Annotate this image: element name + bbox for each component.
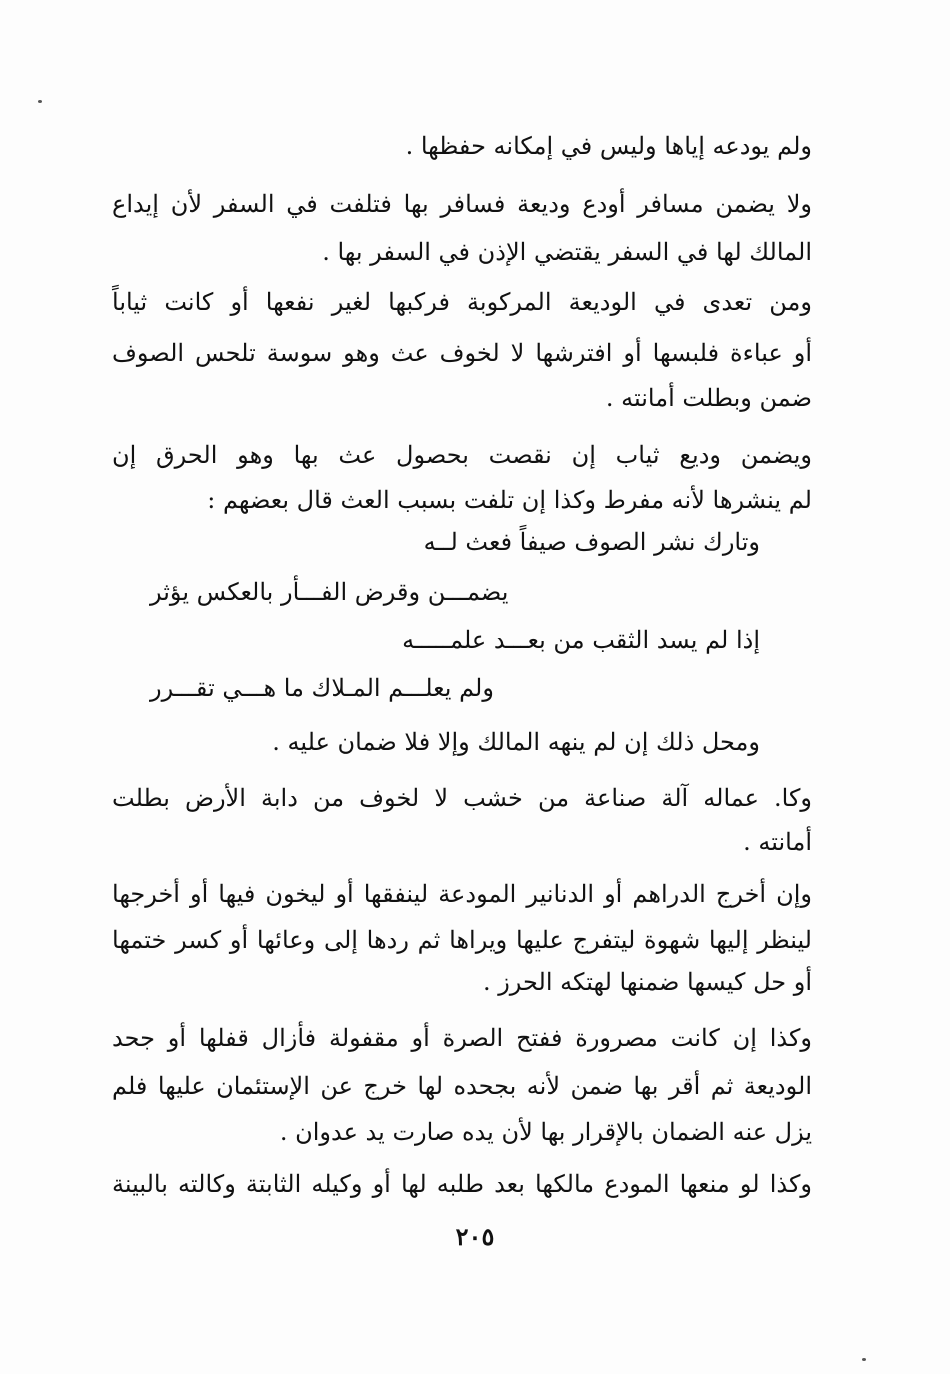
text-line: ضمن وبطلت أمانته .	[605, 384, 812, 412]
text-line: وكذا لو منعها المودع مالكها بعد طلبه لها أو وكيله الثابتة وكالته بالبينة	[112, 1170, 812, 1198]
text-line: الوديعة ثم أقر بها ضمن لأنه بجحده لها خرج عن الإستئمان عليها فلم	[112, 1072, 812, 1100]
text-line: لم ينشرها لأنه مفرط وكذا إن تلفت بسبب العث قال بعضهم :	[207, 486, 812, 514]
scan-speck	[862, 1358, 866, 1361]
text-line: ولا يضمن مسافر أودع وديعة فسافر بها فتلفت في السفر لأن إيداع	[112, 190, 812, 218]
text-line: أو حل كيسها ضمنها لهتكه الحرز .	[482, 968, 812, 996]
text-line: ويضمن وديع ثياب إن نقصت بحصول عث بها وهو الحرق إن	[112, 441, 812, 469]
page-number: ٢٠٥	[455, 1222, 495, 1251]
poem-verse: وتارك نشر الصوف صيفاً فعث لــه	[423, 528, 760, 556]
text-line: ولم يودعه إياها وليس في إمكانه حفظها .	[405, 132, 812, 160]
text-line: ومن تعدى في الوديعة المركوبة فركبها لغير نفعها أو كانت ثياباً	[112, 288, 812, 316]
text-line: لينظر إليها شهوة ليتفرج عليها ويراها ثم ردها إلى وعائها أو كسر ختمها	[112, 926, 812, 954]
text-line: يزل عنه الضمان بالإقرار بها لأن يده صارت يد عدوان .	[279, 1118, 812, 1146]
poem-verse: ولم يعلـــم المـلاك ما هـــي تقـــرر	[150, 674, 494, 702]
text-line: وكذا إن كانت مصرورة ففتح الصرة أو مقفولة فأزال قفلها أو جحد	[112, 1024, 812, 1052]
text-line: المالك لها في السفر يقتضي الإذن في السفر بها .	[322, 238, 812, 266]
text-line: أو عباءة فلبسها أو افترشها لا لخوف عث وهو سوسة تلحس الصوف	[112, 339, 812, 367]
text-line: ومحل ذلك إن لم ينهه المالك وإلا فلا ضمان عليه .	[272, 728, 760, 756]
text-line: وإن أخرج الدراهم أو الدنانير المودعة لينفقها أو ليخون فيها أو أخرجها	[112, 880, 812, 908]
text-line: أمانته .	[743, 828, 812, 856]
scan-speck	[38, 100, 42, 103]
text-line: وكا. عماله آلة صناعة من خشب لا لخوف من دابة الأرض بطلت	[112, 784, 812, 812]
poem-verse: إذا لم يسد الثقب من بعـــد علمـــــه	[402, 626, 760, 654]
poem-verse: يضمـــن وقرض الفـــأر بالعكس يؤثر	[150, 578, 509, 606]
